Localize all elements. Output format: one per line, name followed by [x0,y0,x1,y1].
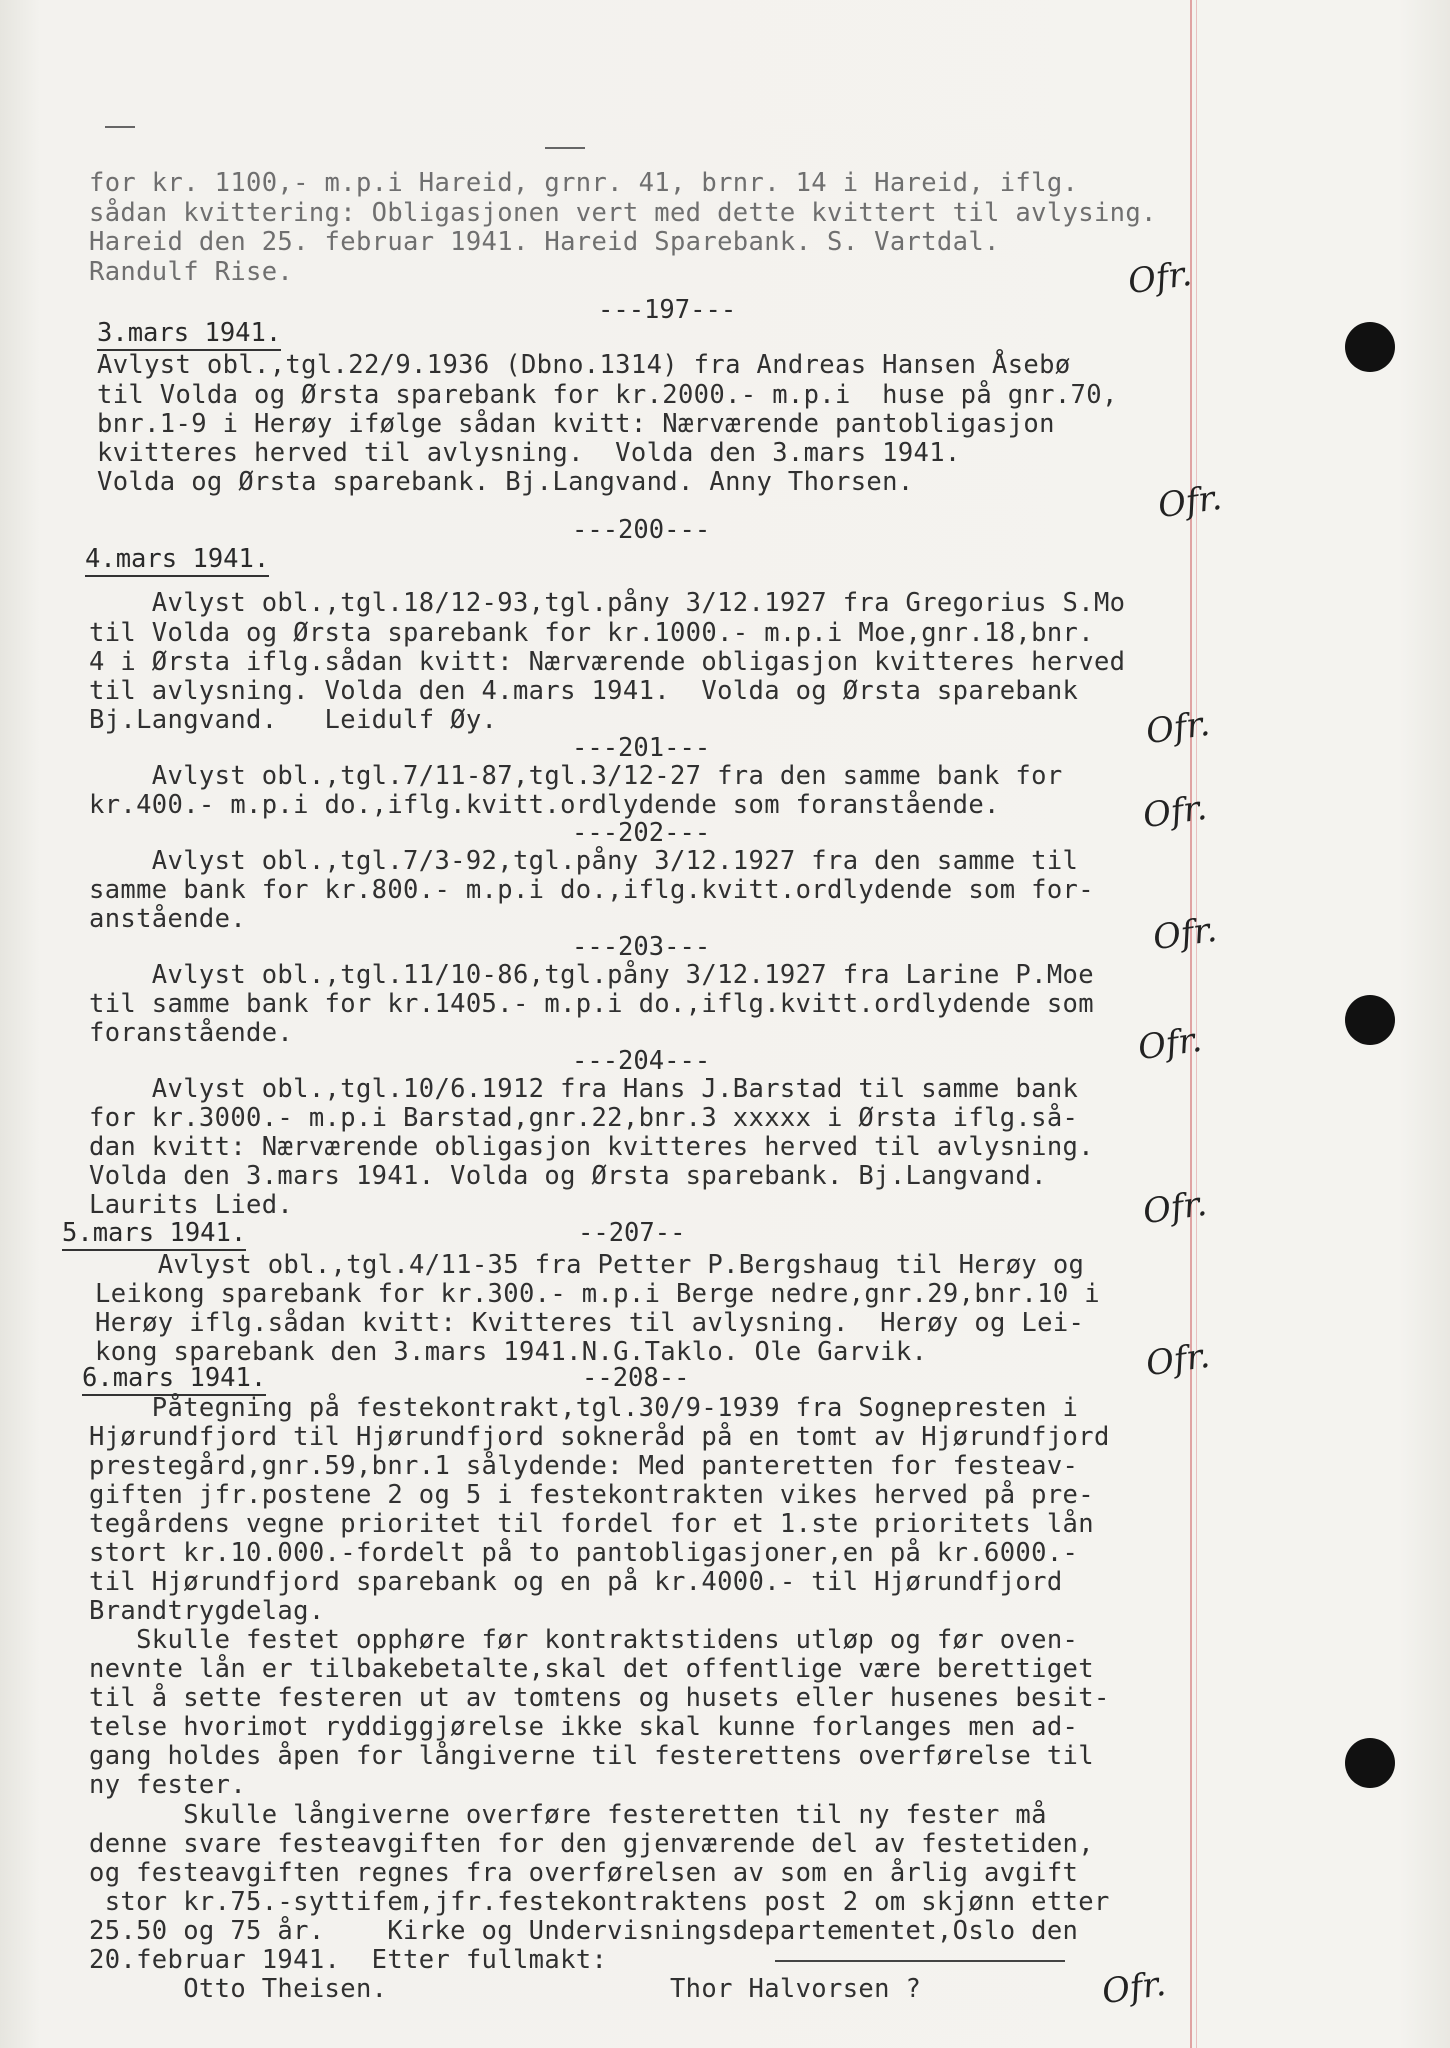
text-line: Avlyst obl.,tgl.7/11-87,tgl.3/12-27 fra den samme bank for [89,761,1063,791]
text-line: nevnte lån er tilbakebetalte,skal det offentlige være berettiget [89,1654,1094,1684]
signature-mark: Ofr. [1135,1019,1205,1069]
text-line: til samme bank for kr.1405.- m.p.i do.,iflg.kvitt.ordlydende som [89,989,1094,1019]
text-line: Volda og Ørsta sparebank. Bj.Langvand. Anny Thorsen. [97,467,914,497]
text-line: og festeavgiften regnes fra overførelsen av som en årlig avgift [89,1858,1079,1888]
text-line: for kr.3000.- m.p.i Barstad,gnr.22,bnr.3 xxxxx i Ørsta iflg.så- [89,1103,1079,1133]
entry-number: ---203--- [572,932,711,962]
text-line: samme bank for kr.800.- m.p.i do.,iflg.kvitt.ordlydende som for- [89,875,1094,905]
entry-number: ---202--- [572,818,711,848]
text-line: Volda den 3.mars 1941. Volda og Ørsta sparebank. Bj.Langvand. [89,1161,1047,1191]
text-line: 20.februar 1941. Etter fullmakt: [89,1945,608,1975]
text-line: kvitteres herved til avlysning. Volda den 3.mars 1941. [97,438,961,468]
text-line: Avlyst obl.,tgl.10/6.1912 fra Hans J.Barstad til samme bank [89,1074,1079,1104]
text-line: kong sparebank den 3.mars 1941.N.G.Taklo. Ole Garvik. [95,1337,928,1367]
signature-mark: Ofr. [1143,703,1213,753]
faint-mark [105,126,135,128]
signature-mark: Ofr. [1125,253,1195,303]
text-line: tegårdens vegne prioritet til fordel for et 1.ste prioritets lån [89,1509,1094,1539]
text-line: stort kr.10.000.-fordelt på to pantobligasjoner,en på kr.6000.- [89,1538,1079,1568]
text-line: anstående. [89,904,247,934]
entry-number: ---200--- [572,515,711,545]
text-line: Hareid den 25. februar 1941. Hareid Sparebank. S. Vartdal. [89,227,1000,257]
text-line: gang holdes åpen for långiverne til festerettens overførelse til [89,1741,1094,1771]
signature-line [775,1960,1065,1962]
text-line: til Volda og Ørsta sparebank for kr.1000.- m.p.i Moe,gnr.18,bnr. [89,618,1094,648]
text-line: stor kr.75.-syttifem,jfr.festekontraktens post 2 om skjønn etter [89,1887,1110,1917]
text-line: dan kvitt: Nærværende obligasjon kvitteres herved til avlysning. [89,1132,1094,1162]
entry-date: 6.mars 1941. [82,1363,266,1396]
text-line: bnr.1-9 i Herøy ifølge sådan kvitt: Nærværende pantobligasjon [97,409,1055,439]
entry-date: 3.mars 1941. [97,318,281,351]
text-line: prestegård,gnr.59,bnr.1 sålydende: Med panteretten for festeav- [89,1451,1079,1481]
signature-mark: Ofr. [1143,1335,1213,1385]
entry-number: ---204--- [572,1046,711,1076]
signature-mark: Ofr. [1099,1963,1169,2013]
text-line: Hjørundfjord til Hjørundfjord sokneråd på en tomt av Hjørundfjord [89,1422,1110,1452]
text-line: til å sette festeren ut av tomtens og husets eller husenes besit- [89,1683,1110,1713]
text-line: foranstående. [89,1018,294,1048]
text-line: Avlyst obl.,tgl.11/10-86,tgl.påny 3/12.1927 fra Larine P.Moe [89,960,1094,990]
text-line: Bj.Langvand. Leidulf Øy. [89,705,498,735]
text-line: til Hjørundfjord sparebank og en på kr.4000.- til Hjørundfjord [89,1567,1063,1597]
entry-number: ---201--- [572,733,711,763]
faint-mark [545,147,585,149]
entry-date: 5.mars 1941. [62,1218,246,1251]
text-line: 25.50 og 75 år. Kirke og Undervisningsdepartementet,Oslo den [89,1916,1079,1946]
signature-mark: Ofr. [1140,787,1210,837]
text-line: denne svare festeavgiften for den gjenværende del av festetiden, [89,1829,1094,1859]
text-line: Avlyst obl.,tgl.4/11-35 fra Petter P.Bergshaug til Herøy og [95,1250,1085,1280]
text-line: til avlysning. Volda den 4.mars 1941. Volda og Ørsta sparebank [89,676,1079,706]
text-line: giften jfr.postene 2 og 5 i festekontrakten vikes herved på pre- [89,1480,1094,1510]
text-line: ny fester. [89,1770,247,1800]
punch-hole [1345,322,1395,372]
signature-mark: Ofr. [1140,1183,1210,1233]
text-line: sådan kvittering: Obligasjonen vert med dette kvittert til avlysing. [89,198,1157,228]
text-line: Brandtrygdelag. [89,1596,325,1626]
punch-hole [1345,995,1395,1045]
punch-hole [1345,1738,1395,1788]
text-line: Skulle festet opphøre før kontraktstidens utløp og før oven- [89,1625,1079,1655]
text-line: Laurits Lied. [89,1190,294,1220]
text-line: Påtegning på festekontrakt,tgl.30/9-1939 fra Sognepresten i [89,1393,1079,1423]
entry-number: --207-- [578,1218,686,1248]
entry-number: ---197--- [598,295,737,325]
text-line: Skulle långiverne overføre festeretten til ny fester må [89,1800,1047,1830]
text-line: Leikong sparebank for kr.300.- m.p.i Berge nedre,gnr.29,bnr.10 i [95,1279,1100,1309]
text-line: Avlyst obl.,tgl.22/9.1936 (Dbno.1314) fra Andreas Hansen Åsebø [97,350,1071,380]
text-line: Herøy iflg.sådan kvitt: Kvitteres til avlysning. Herøy og Lei- [95,1308,1085,1338]
text-line: Randulf Rise. [89,257,294,287]
text-line: Avlyst obl.,tgl.7/3-92,tgl.påny 3/12.1927 fra den samme til [89,846,1079,876]
entry-date: 4.mars 1941. [85,544,269,577]
signature-mark: Ofr. [1155,477,1225,527]
text-line: til Volda og Ørsta sparebank for kr.2000.- m.p.i huse på gnr.70, [97,380,1118,410]
text-line: for kr. 1100,- m.p.i Hareid, grnr. 41, brnr. 14 i Hareid, iflg. [89,168,1079,198]
entry-number: --208-- [582,1363,690,1393]
text-line: Otto Theisen. Thor Halvorsen ? [89,1974,922,2004]
text-line: kr.400.- m.p.i do.,iflg.kvitt.ordlydende som foranstående. [89,790,1000,820]
signature-mark: Ofr. [1150,909,1220,959]
text-line: Avlyst obl.,tgl.18/12-93,tgl.påny 3/12.1927 fra Gregorius S.Mo [89,588,1126,618]
text-line: 4 i Ørsta iflg.sådan kvitt: Nærværende obligasjon kvitteres herved [89,647,1126,677]
text-line: telse hvorimot ryddiggjørelse ikke skal kunne forlanges men ad- [89,1712,1079,1742]
